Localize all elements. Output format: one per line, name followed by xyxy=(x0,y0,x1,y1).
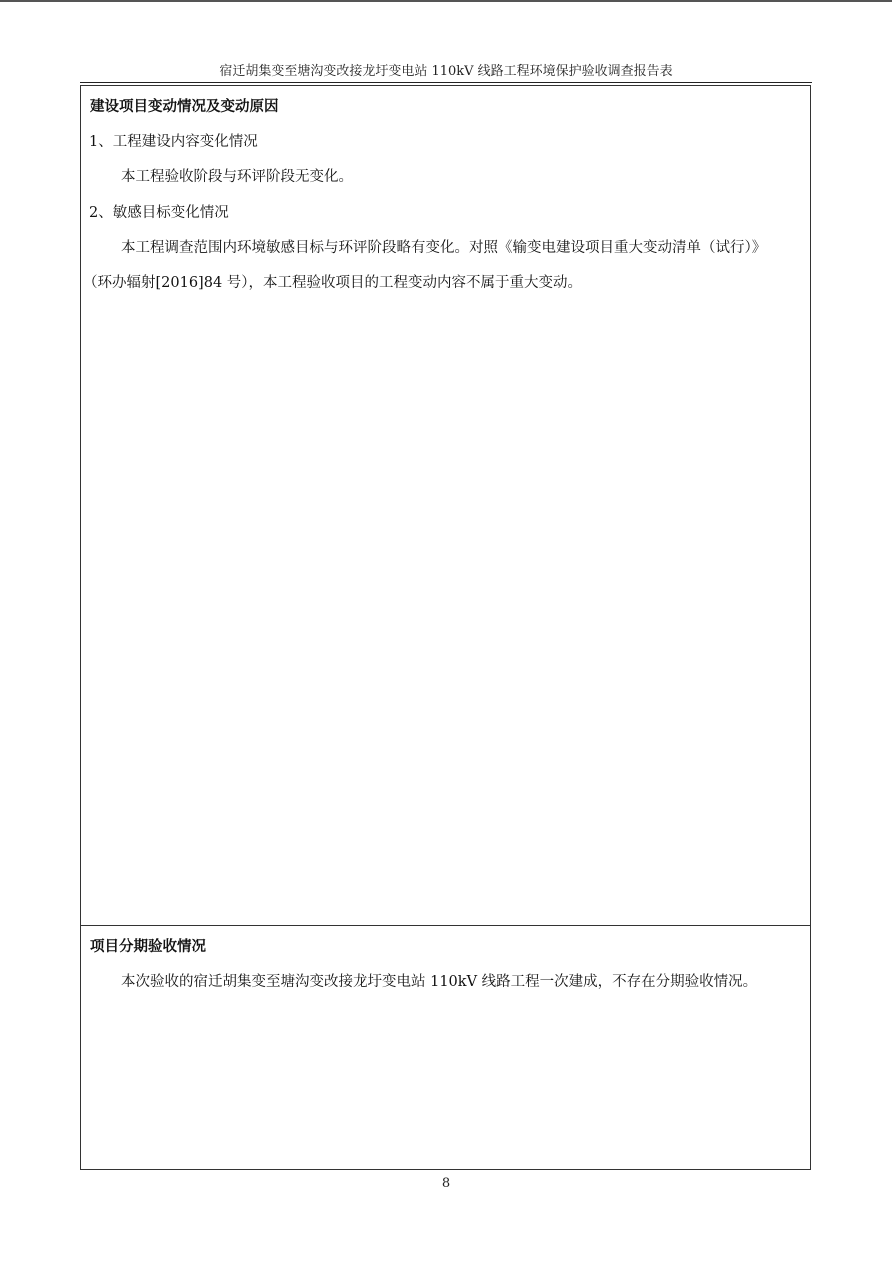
item2-text-line2: （环办辐射[2016]84 号），本工程验收项目的工程变动内容不属于重大变动。 xyxy=(83,275,583,291)
header-divider xyxy=(80,82,812,83)
phased-text: 本次验收的宿迁胡集变至塘沟变改接龙圩变电站 110kV 线路工程一次建成，不存在分期验收情况。 xyxy=(121,974,758,990)
phased-heading: 项目分期验收情况 xyxy=(90,939,206,955)
page-number: 8 xyxy=(441,1176,451,1191)
top-border-line xyxy=(0,0,892,2)
item1-title: 1、工程建设内容变化情况 xyxy=(89,134,258,150)
item1-text: 本工程验收阶段与环评阶段无变化。 xyxy=(121,169,353,185)
document-header: 宿迁胡集变至塘沟变改接龙圩变电站 110kV 线路工程环境保护验收调查报告表 xyxy=(219,64,673,79)
phased-acceptance-section xyxy=(80,925,811,1170)
item2-text-line1: 本工程调查范围内环境敏感目标与环评阶段略有变化。对照《输变电建设项目重大变动清单（试行）》 xyxy=(121,240,767,256)
changes-heading: 建设项目变动情况及变动原因 xyxy=(90,99,279,115)
changes-section xyxy=(80,85,811,926)
item2-title: 2、敏感目标变化情况 xyxy=(89,205,229,221)
